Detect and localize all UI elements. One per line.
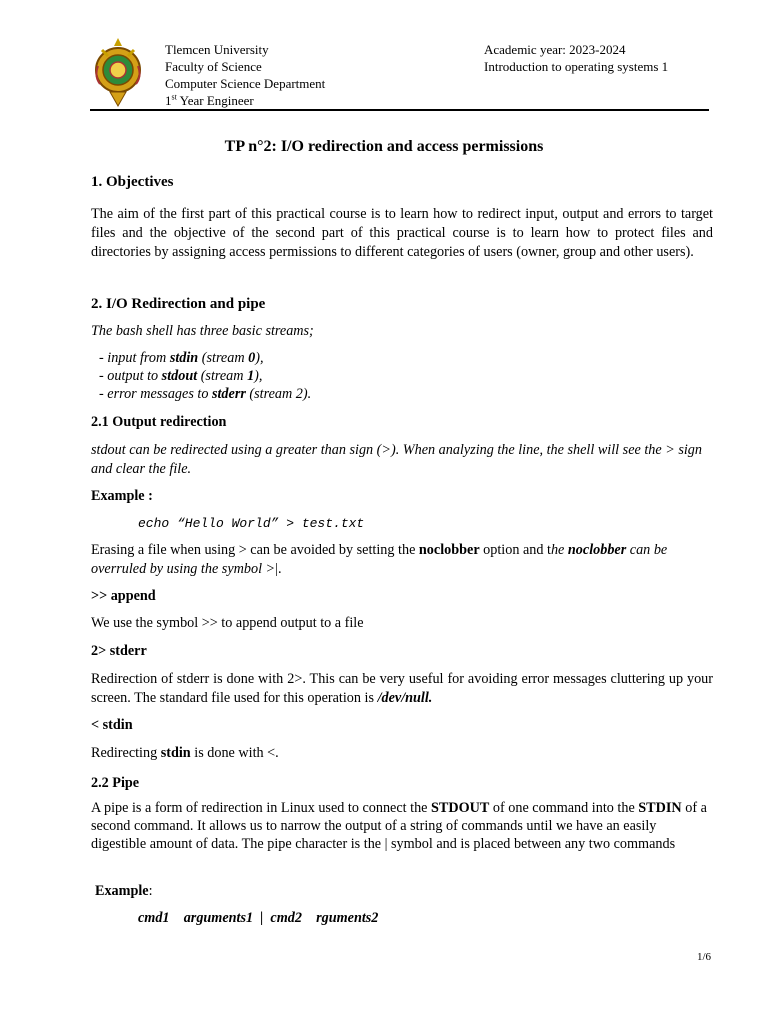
course-name: Introduction to operating systems 1 (484, 59, 669, 74)
university-name: Tlemcen University (165, 42, 269, 57)
append-text: We use the symbol >> to append output to a file (91, 615, 364, 631)
university-logo (92, 36, 144, 108)
output-redirection-paragraph: stdout can be redirected using a greater than sign (>). When analyzing the line, the shell will see the > sign and clear the file. (91, 442, 702, 477)
example-label: Example : (91, 488, 153, 504)
stderr-paragraph: Redirection of stderr is done with 2>. This can be very useful for avoiding error messages cluttering up your screen. The standard file used for this operation is /dev/null. (91, 671, 713, 706)
document-title: TP n°2: I/O redirection and access permissions (224, 138, 544, 155)
header-divider (90, 109, 709, 111)
course-block (484, 41, 668, 75)
study-year-label: Year Engineer (176, 93, 254, 108)
list-item-stdout: - output to stdout (stream 1), (99, 368, 263, 384)
append-heading: >> append (91, 588, 156, 604)
stdin-heading: < stdin (91, 717, 133, 733)
study-year (165, 92, 325, 109)
faculty-name: Faculty of Science (165, 59, 262, 74)
department-name: Computer Science Department (165, 76, 326, 91)
pipe-example-label: Example: (95, 883, 153, 899)
section-heading-redirection: 2. I/O Redirection and pipe (91, 296, 266, 312)
institution-block (165, 41, 325, 109)
pipe-paragraph: A pipe is a form of redirection in Linux used to connect the STDOUT of one command into the STDIN of a second command. It allows us to narrow the output of a string of commands until we have an easily digestible amount of data. The pipe character is the | symbol and is placed between any two commands (91, 800, 707, 852)
list-item-stdin: - input from stdin (stream 0), (99, 350, 264, 366)
subsection-heading-output-redirection: 2.1 Output redirection (91, 414, 227, 430)
noclobber-paragraph: Erasing a file when using > can be avoided by setting the noclobber option and the noclobber can be overruled by using the symbol >|. (91, 542, 668, 577)
study-year-suffix: st (171, 92, 177, 102)
page-number: 1/6 (697, 951, 712, 963)
academic-year: Academic year: 2023-2024 (484, 42, 626, 57)
code-example-echo: echo “Hello World” > test.txt (138, 516, 365, 531)
streams-list (99, 349, 721, 403)
study-year-number: 1 (165, 93, 172, 108)
streams-intro: The bash shell has three basic streams; (91, 323, 314, 339)
objectives-paragraph: The aim of the first part of this practical course is to learn how to redirect input, output and errors to target files and the objective of the second part of this practical course is to learn how to protect files and directories by assigning access permissions to different categories of users (owner, group and other users). (91, 206, 713, 260)
subsection-heading-pipe: 2.2 Pipe (91, 775, 140, 791)
stderr-heading: 2> stderr (91, 643, 147, 659)
section-heading-objectives: 1. Objectives (91, 174, 174, 190)
stdin-text: Redirecting stdin is done with <. (91, 745, 279, 761)
pipe-command-example: cmd1 arguments1 | cmd2 rguments2 (138, 910, 379, 926)
list-item-stderr: - error messages to stderr (stream 2). (99, 386, 312, 402)
